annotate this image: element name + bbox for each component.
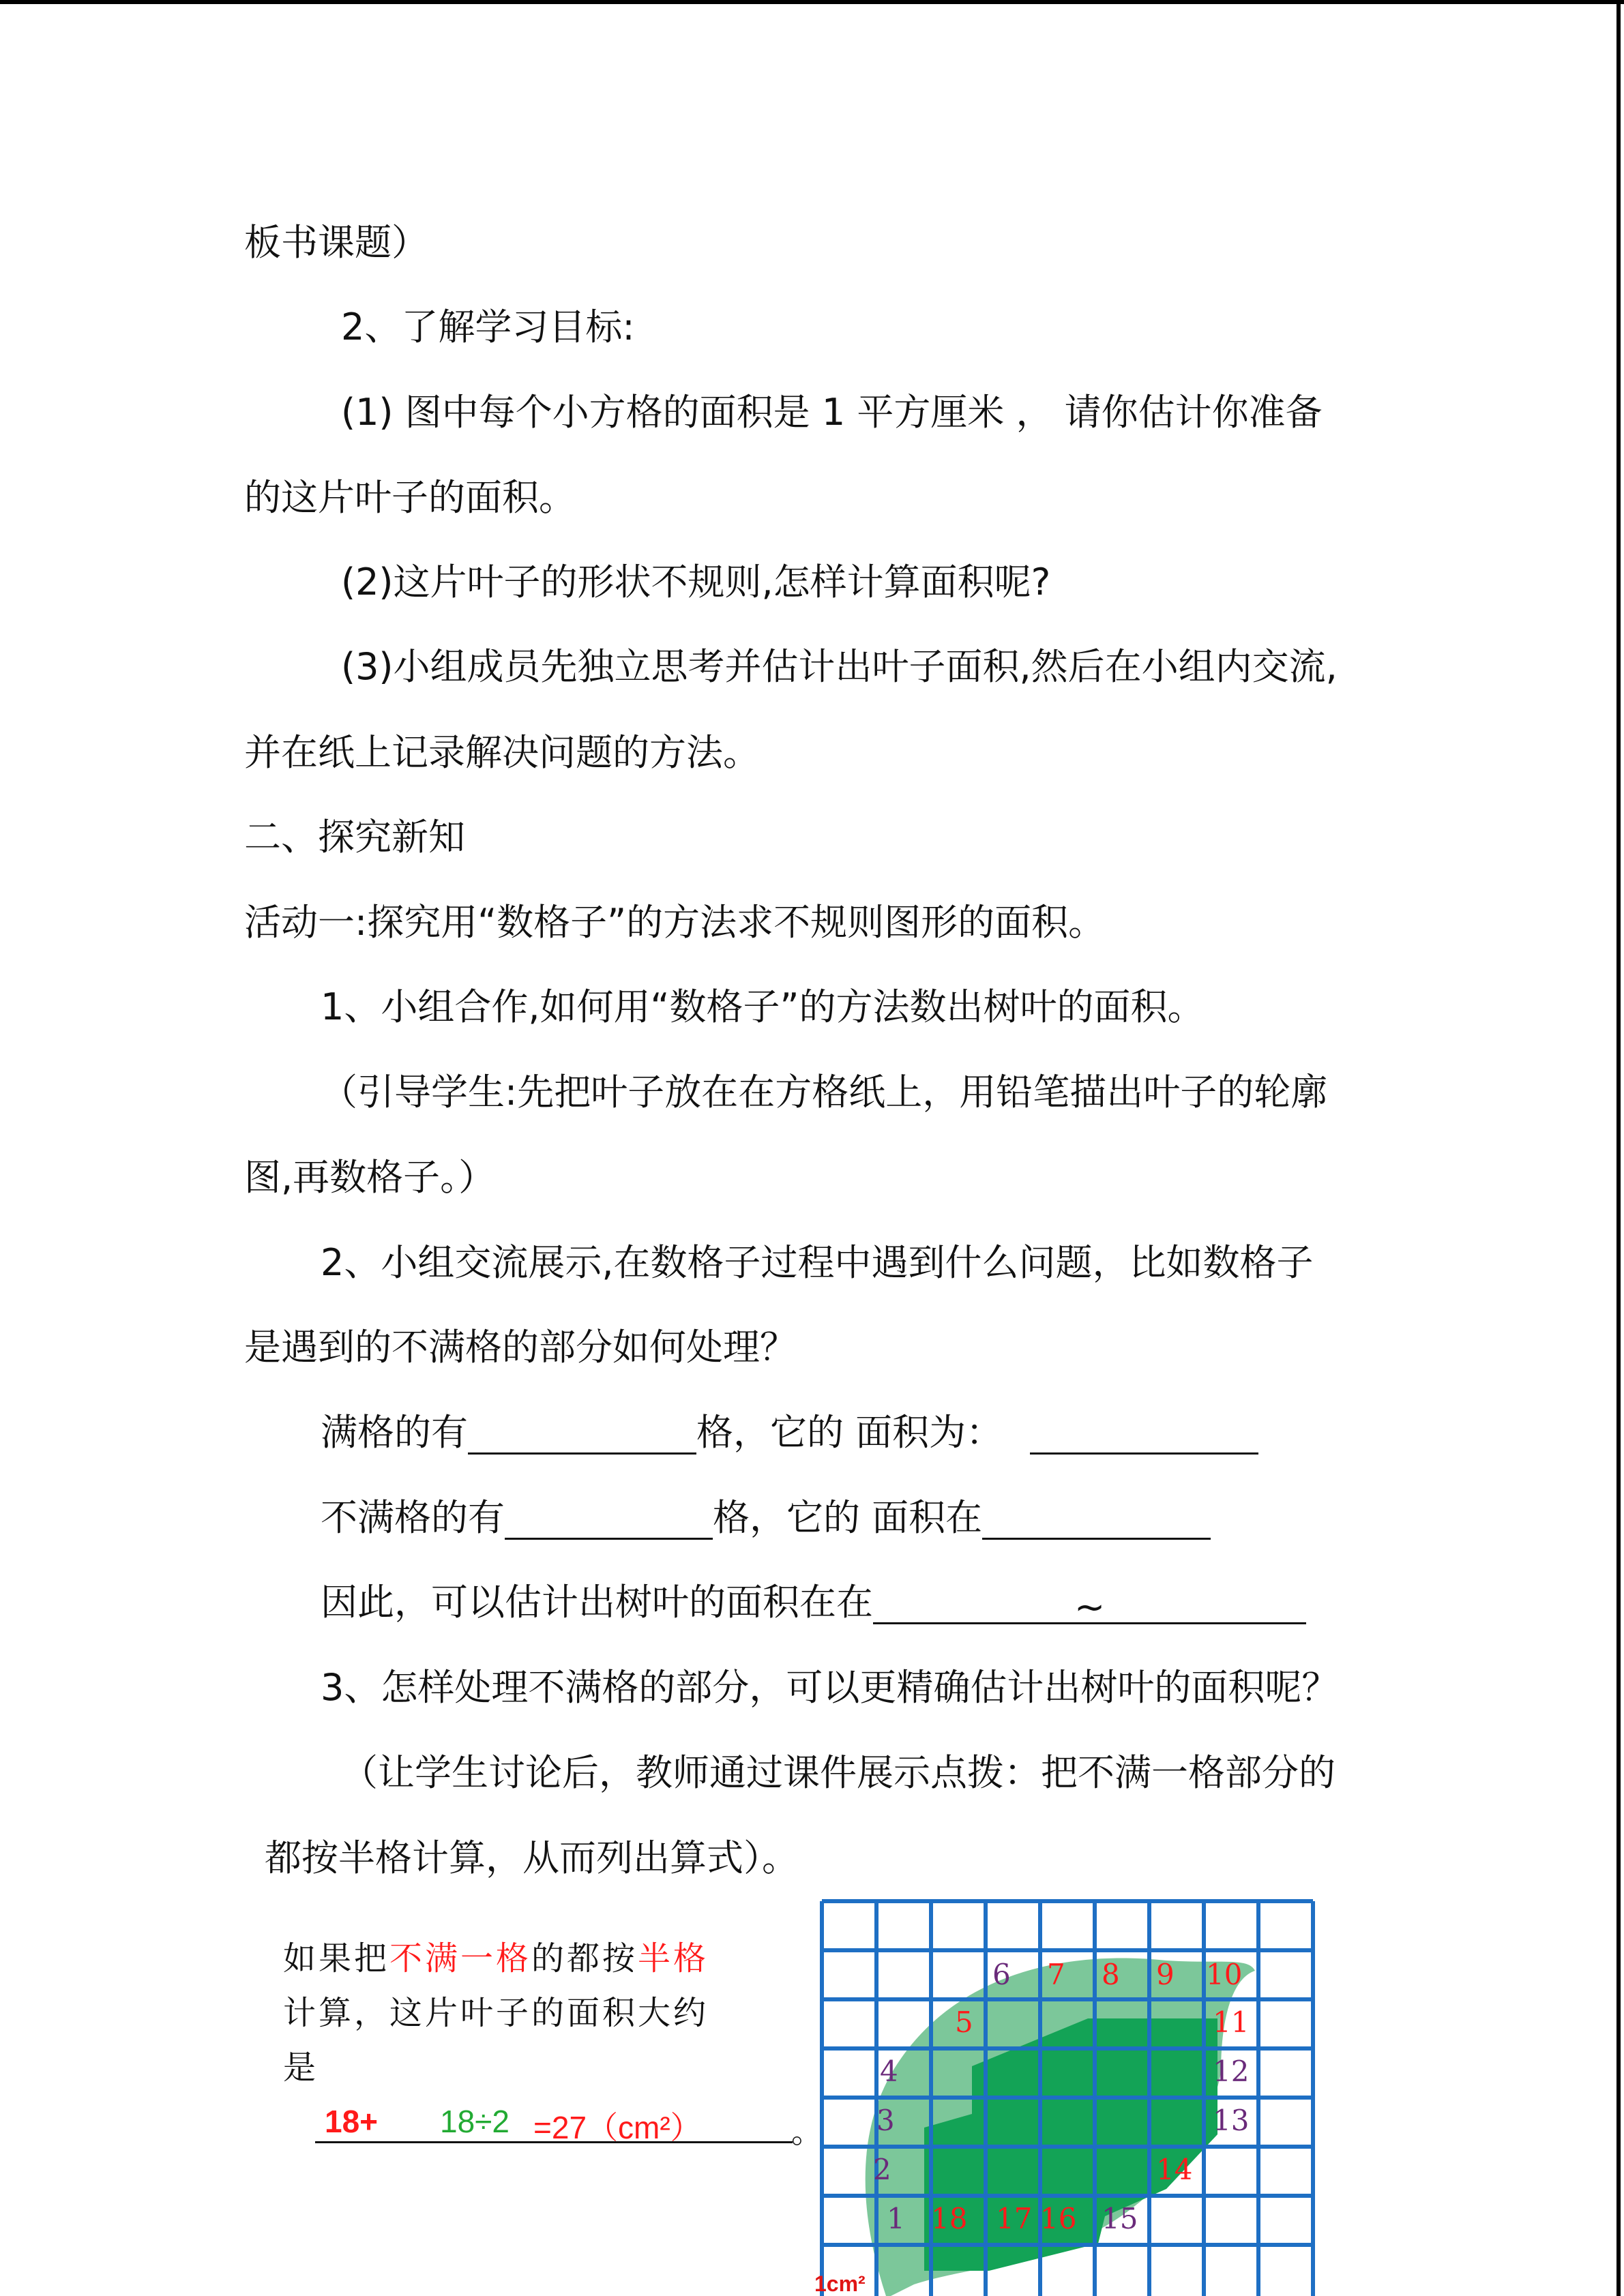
formula-end-punct: 。 — [791, 2113, 823, 2150]
fill-full-squares — [321, 1411, 1258, 1455]
goal-3-line-2: 并在纸上记录解决问题的方法。 — [244, 731, 760, 774]
text-line-1: 板书课题） — [244, 221, 428, 264]
activity-1-title: 活动一:探究用“数格子”的方法求不规则图形的面积。 — [244, 901, 1106, 944]
goal-1-line-1: (1) 图中每个小方格的面积是 1 平方厘米 ， 请你估计你准备 — [341, 391, 1323, 434]
grid-number-12: 12 — [1213, 2055, 1250, 2088]
grid-number-3: 3 — [876, 2104, 895, 2137]
grid-number-4: 4 — [880, 2055, 898, 2088]
fill-estimate-prefix: 因此，可以估计出树叶的面积在在 — [321, 1581, 873, 1624]
grid-number-8: 8 — [1102, 1958, 1120, 1991]
grid-number-13: 13 — [1213, 2104, 1250, 2137]
formula-part-a: 18+ — [325, 2104, 379, 2139]
step-3: 3、怎样处理不满格的部分，可以更精确估计出树叶的面积呢？ — [321, 1666, 1339, 1709]
grid-number-16: 16 — [1040, 2202, 1077, 2235]
blank-estimate-min[interactable] — [873, 1588, 1102, 1624]
blank-full-count[interactable] — [468, 1418, 696, 1455]
unit-label: 1cm² — [814, 2271, 866, 2296]
grid-number-11: 11 — [1213, 2006, 1250, 2039]
formula-line — [315, 2100, 793, 2143]
figure-caption-line-2: 计算，这片叶子的面积大约 — [283, 1994, 709, 2032]
fill-estimate — [321, 1581, 1306, 1628]
grid-number-7: 7 — [1047, 1958, 1065, 1991]
page-border-right — [1616, 0, 1621, 2296]
guide-line-2: 图,再数格子。） — [244, 1156, 496, 1199]
goal-2: (2)这片叶子的形状不规则,怎样计算面积呢? — [341, 561, 1051, 603]
guide-line-1: （引导学生:先把叶子放在在方格纸上，用铅笔描出叶子的轮廓 — [321, 1071, 1328, 1114]
grid-number-10: 10 — [1206, 1958, 1243, 1991]
estimate-separator: ~ — [1074, 1585, 1106, 1628]
hint-line-1: （让学生讨论后，教师通过课件展示点拨：把不满一格部分的 — [341, 1751, 1335, 1794]
grid-number-9: 9 — [1156, 1958, 1175, 1991]
blank-partial-count[interactable] — [505, 1504, 713, 1540]
caption-part-red-2: 半格 — [638, 1939, 709, 1978]
grid-number-1: 1 — [887, 2202, 905, 2235]
caption-part-a: 如果把 — [283, 1939, 390, 1978]
hint-line-2: 都按半格计算，从而列出算式）。 — [265, 1836, 799, 1879]
formula-part-b: 18÷2 — [440, 2104, 510, 2139]
fill-partial-prefix: 不满格的有 — [321, 1496, 505, 1539]
blank-full-area[interactable] — [1030, 1418, 1258, 1455]
blank-estimate-max[interactable] — [1074, 1585, 1306, 1628]
formula-part-c: =27（cm²） — [533, 2110, 702, 2145]
goal-1-line-2: 的这片叶子的面积。 — [244, 476, 576, 519]
grid-number-5: 5 — [955, 2006, 973, 2039]
caption-part-red-1: 不满一格 — [389, 1939, 532, 1978]
grid-number-2: 2 — [873, 2153, 891, 2186]
step-1: 1、小组合作,如何用“数格子”的方法数出树叶的面积。 — [321, 985, 1205, 1028]
figure-caption-line-3: 是 — [283, 2048, 319, 2087]
section-heading-explore: 二、探究新知 — [244, 816, 465, 859]
figure-caption-line-1 — [283, 1931, 709, 1986]
grid-number-6: 6 — [992, 1958, 1011, 1991]
grid-number-14: 14 — [1156, 2153, 1193, 2186]
blank-partial-area[interactable] — [982, 1504, 1211, 1540]
fill-partial-squares — [321, 1496, 1211, 1540]
fill-full-mid: 格，它的 面积为： — [696, 1411, 1003, 1454]
fill-full-prefix: 满格的有 — [321, 1411, 468, 1454]
caption-part-c: 的都按 — [531, 1939, 638, 1978]
fill-partial-mid: 格，它的 面积在 — [713, 1496, 983, 1539]
grid-number-18: 18 — [931, 2202, 968, 2235]
section-heading-goals: 2、了解学习目标: — [341, 305, 635, 348]
goal-3-line-1: (3)小组成员先独立思考并估计出叶子面积,然后在小组内交流, — [341, 645, 1338, 688]
page-border-top — [0, 0, 1624, 4]
grid-number-17: 17 — [996, 2202, 1033, 2235]
grid-number-15: 15 — [1102, 2202, 1138, 2235]
leaf-grid-figure — [812, 1896, 1330, 2296]
step-2-line-2: 是遇到的不满格的部分如何处理？ — [244, 1326, 797, 1369]
step-2-line-1: 2、小组交流展示,在数格子过程中遇到什么问题，比如数格子 — [321, 1241, 1314, 1284]
